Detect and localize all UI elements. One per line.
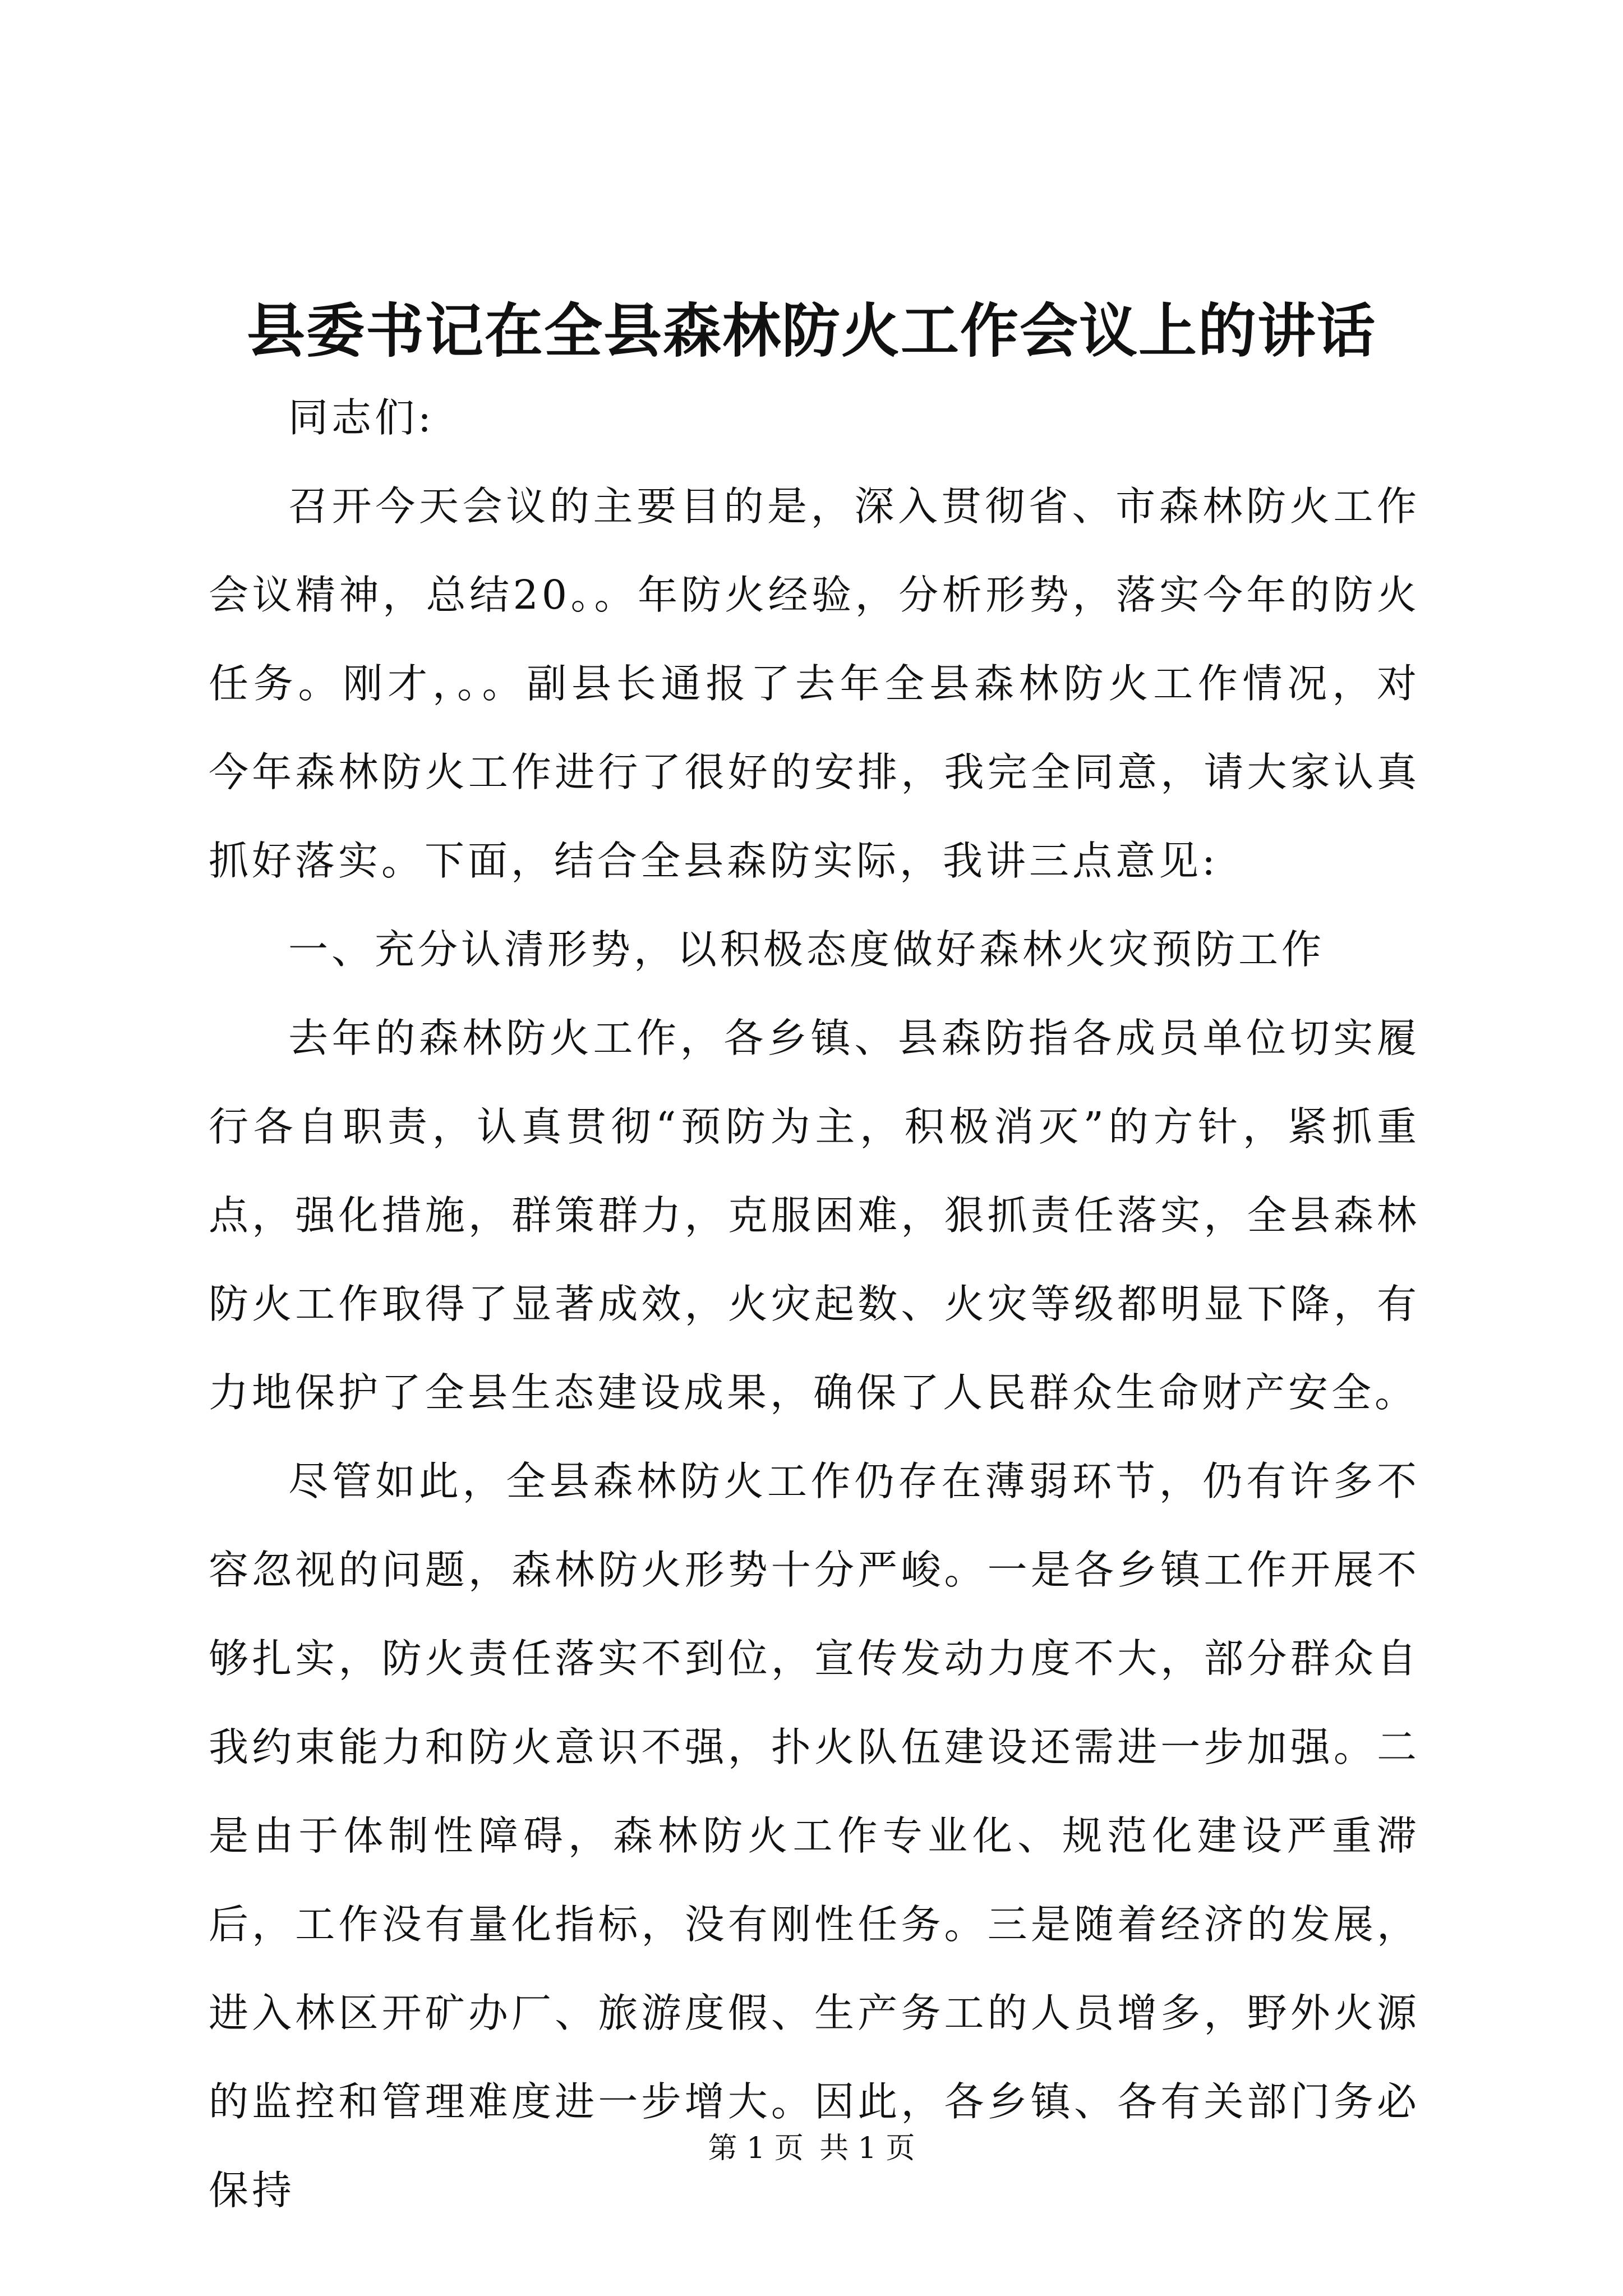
body-paragraph: 去年的森林防火工作，各乡镇、县森防指各成员单位切实履行各自职责，认真贯彻“预防为主，积极消灭”的方针，紧抓重点，强化措施，群策群力，克服困难，狠抓责任落实，全县森林防火工作取得了显著成效，火灾起数、火灾等级都明显下降，有力地保护了全县生态建设成果，确保了人民群众生命财产安全。 <box>209 1015 1420 1416</box>
section-heading: 一、充分认清形势，以积极态度做好森林火灾预防工作 <box>288 926 1325 973</box>
document-body <box>209 374 1420 2235</box>
page-number: 第 1 页 <box>708 2132 804 2165</box>
page-total: 共 1 页 <box>819 2132 915 2165</box>
intro-paragraph: 召开今天会议的主要目的是，深入贯彻省、市森林防火工作会议精神，总结20。。年防火经验，分析形势，落实今年的防火任务。刚才，。。副县长通报了去年全县森林防火工作情况，对今年森林防火工作进行了很好的安排，我完全同意，请大家认真抓好落实。下面，结合全县森防实际，我讲三点意见: <box>209 483 1420 884</box>
body-paragraph: 尽管如此，全县森林防火工作仍存在薄弱环节，仍有许多不容忽视的问题，森林防火形势十分严峻。一是各乡镇工作开展不够扎实，防火责任落实不到位，宣传发动力度不大，部分群众自我约束能力和防火意识不强，扑火队伍建设还需进一步加强。二是由于体制性障碍，森林防火工作专业化、规范化建设严重滞后，工作没有量化指标，没有刚性任务。三是随着经济的发展，进入林区开矿办厂、旅游度假、生产务工的人员增多，野外火源的监控和管理难度进一步增大。因此，各乡镇、各有关部门务必保持 <box>209 1458 1420 2214</box>
document-title: 县委书记在全县森林防火工作会议上的讲话 <box>246 296 1376 365</box>
page-footer <box>0 2129 1623 2168</box>
salutation-paragraph: 同志们: <box>288 394 435 441</box>
